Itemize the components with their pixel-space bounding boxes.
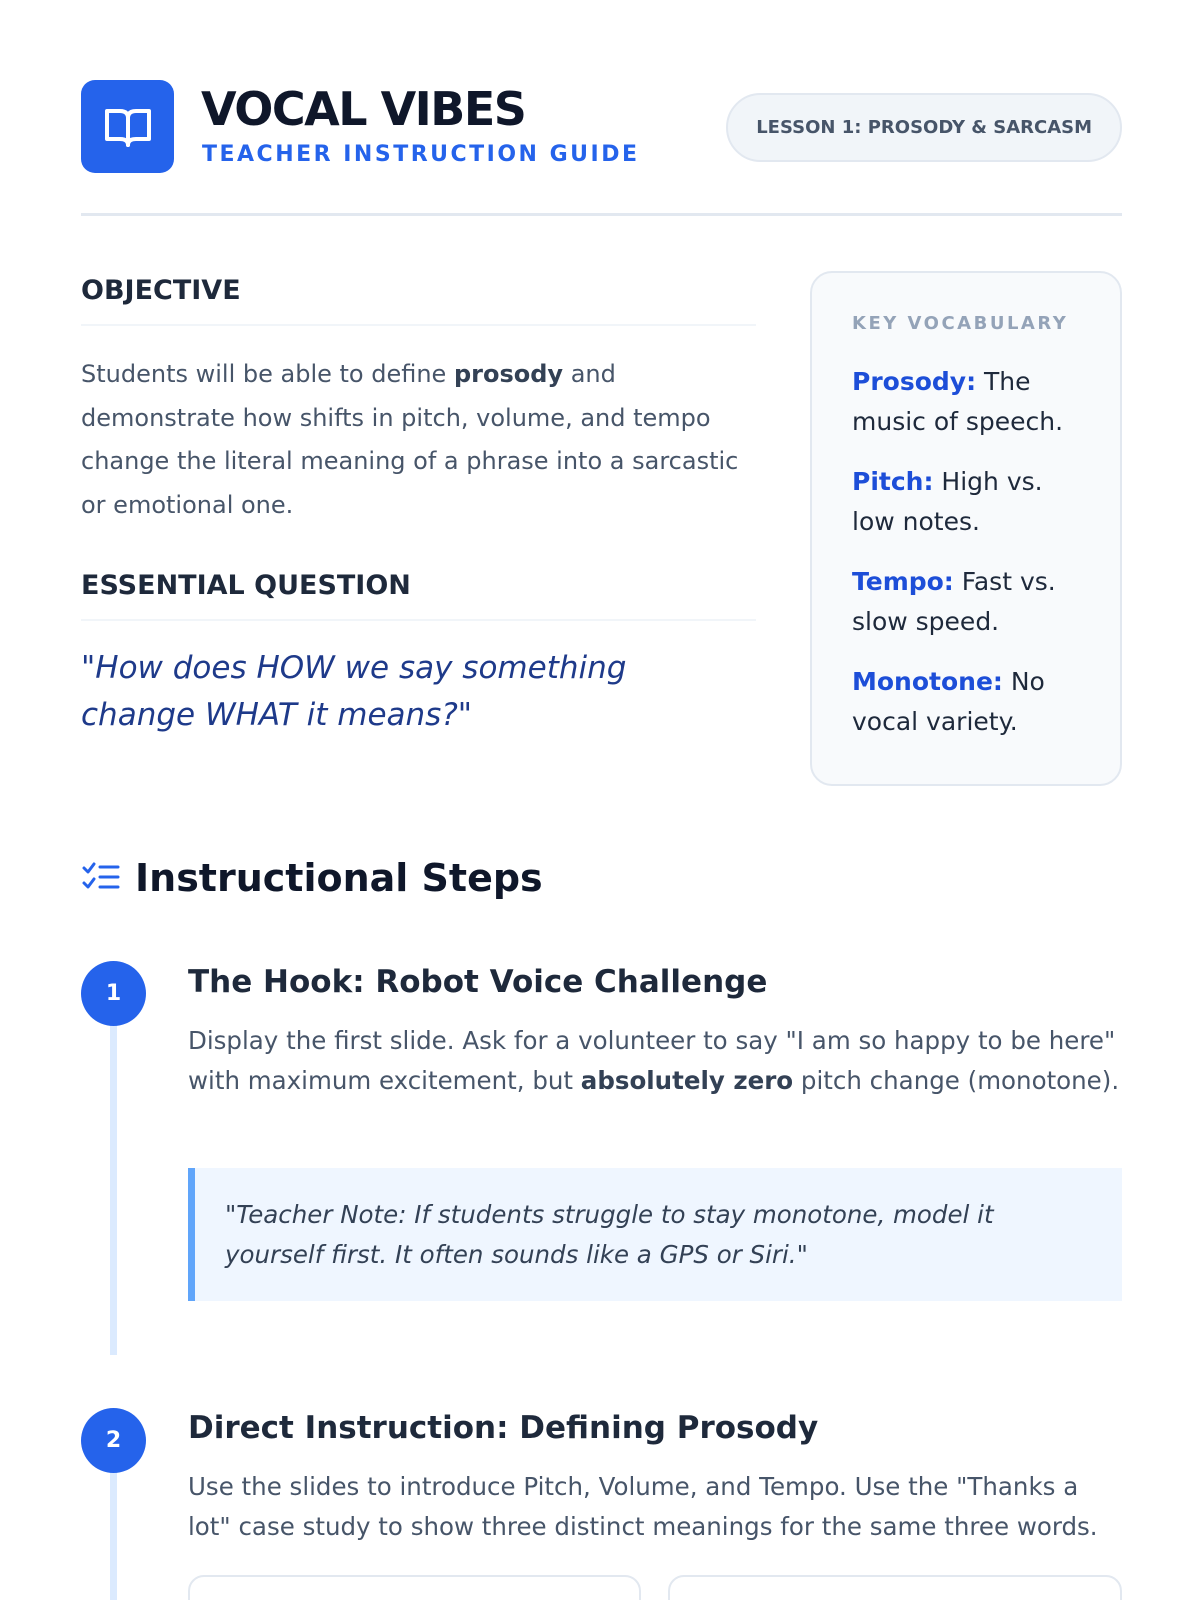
step-number-badge: 2 xyxy=(81,1408,146,1473)
vocab-item-pitch: Pitch: High vs. low notes. xyxy=(852,467,1043,536)
page-title: VOCAL VIBES xyxy=(201,82,526,136)
book-open-icon xyxy=(103,105,153,149)
page-subtitle: TEACHER INSTRUCTION GUIDE xyxy=(202,142,640,167)
checklist-icon xyxy=(81,858,121,898)
step-connector-line xyxy=(110,1010,117,1355)
steps-heading: Instructional Steps xyxy=(135,856,543,900)
logo xyxy=(81,80,174,173)
step-number-badge: 1 xyxy=(81,961,146,1026)
step-emphasis: absolutely zero xyxy=(580,1066,794,1095)
lesson-badge: LESSON 1: PROSODY & SARCASM xyxy=(726,93,1122,162)
page-header xyxy=(81,80,1122,216)
step-connector-line xyxy=(110,1460,117,1600)
vocab-item-tempo: Tempo: Fast vs. slow speed. xyxy=(852,567,1056,636)
vocabulary-card xyxy=(810,271,1122,786)
essential-question-quote: "How does HOW we say something change WHAT it means?" xyxy=(81,650,627,733)
step-title: The Hook: Robot Voice Challenge xyxy=(188,964,768,1000)
vocab-item-monotone: Monotone: No vocal variety. xyxy=(852,667,1045,736)
steps-section-header xyxy=(81,856,543,900)
step-title: Direct Instruction: Defining Prosody xyxy=(188,1410,819,1446)
vocabulary-heading: KEY VOCABULARY xyxy=(852,313,1069,334)
objective-heading: OBJECTIVE xyxy=(81,275,756,326)
step-description: Display the first slide. Ask for a volunteer to say "I am so happy to be here" with maximum excitement, but absolutely zero pitch change (monotone). xyxy=(188,1026,1120,1095)
case-study-card xyxy=(668,1575,1122,1600)
step-description: Use the slides to introduce Pitch, Volume, and Tempo. Use the "Thanks a lot" case study to show three distinct meanings for the same three words. xyxy=(188,1472,1098,1541)
essential-question-heading: ESSENTIAL QUESTION xyxy=(81,570,756,621)
vocab-item-prosody: Prosody: The music of speech. xyxy=(852,367,1064,436)
objective-keyword: prosody xyxy=(453,360,564,388)
case-study-card xyxy=(188,1575,641,1600)
objective-text: Students will be able to define prosody and demonstrate how shifts in pitch, volume, and tempo change the literal meaning of a phrase into a sarcastic or emotional one. xyxy=(81,360,739,519)
teacher-note: "Teacher Note: If students struggle to stay monotone, model it yourself first. It often sounds like a GPS or Siri." xyxy=(188,1168,1122,1301)
